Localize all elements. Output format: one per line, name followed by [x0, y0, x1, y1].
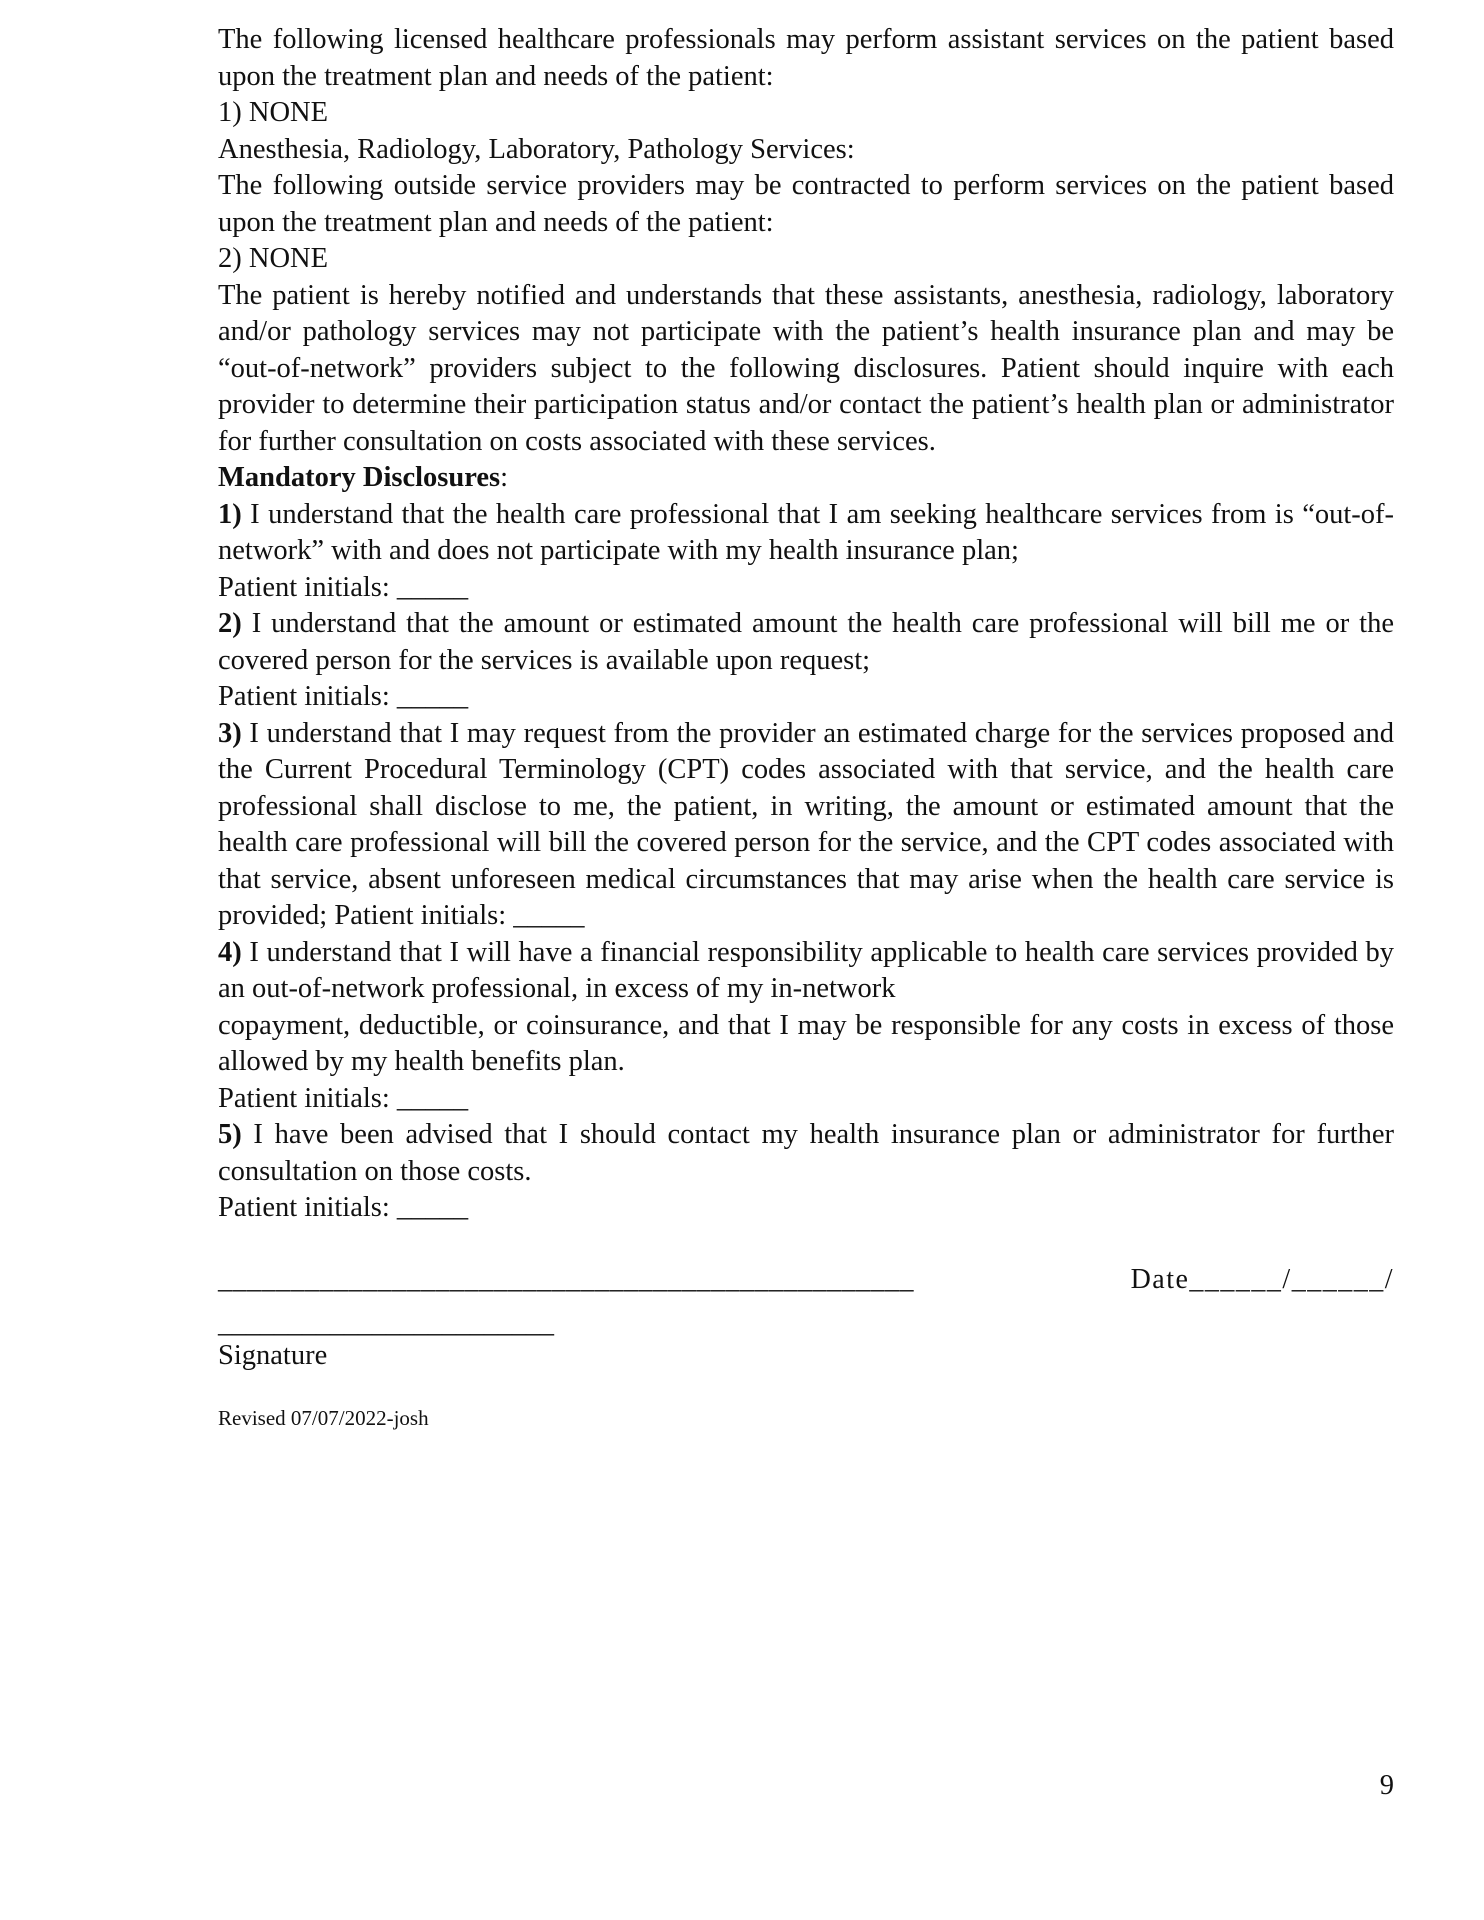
- disclosure-5: [218, 1117, 1394, 1190]
- services-heading: Anesthesia, Radiology, Laboratory, Pathology Services:: [218, 133, 855, 165]
- disclosure-3: [218, 716, 1394, 935]
- disclosure-4-text-a: I understand that I will have a financial responsibility applicable to health care services provided by an out-of-network professional, in excess of my in-network: [218, 936, 1394, 1004]
- disclosure-1-number: 1): [218, 498, 242, 530]
- disclosure-4-number: 4): [218, 936, 242, 968]
- signature-line-continued[interactable]: ________________________: [218, 1308, 554, 1339]
- disclosure-4-initials[interactable]: Patient initials: _____: [218, 1082, 469, 1114]
- disclosures-heading-colon: :: [500, 462, 509, 493]
- signature-line[interactable]: ________________________________________________: [218, 1264, 914, 1295]
- disclosures-heading-line: [218, 460, 1394, 497]
- disclosure-5-text: I have been advised that I should contact my health insurance plan or administrator for further consultation on those costs.: [218, 1119, 1394, 1187]
- disclosure-1-initials[interactable]: Patient initials: _____: [218, 571, 469, 603]
- disclosure-4-continued: copayment, deductible, or coinsurance, and that I may be responsible for any costs in excess of those allowed by my health benefits plan.: [218, 1009, 1394, 1077]
- disclosure-2-number: 2): [218, 608, 242, 639]
- disclosure-2-initials[interactable]: Patient initials: _____: [218, 681, 469, 712]
- date-field[interactable]: Date______/______/: [1130, 1264, 1394, 1295]
- disclosure-5-number: 5): [218, 1119, 242, 1150]
- disclosure-3-text: I understand that I may request from the provider an estimated charge for the services proposed and the Current Procedural Terminology (CPT) codes associated with that service, and the health care professional shall disclose to me, the patient, in writing, the amount or estimated amount that the health care professional will bill the covered person for the service, and the CPT codes associated with that service, absent unforeseen medical circumstances that may arise when the health care service is provided; Patient initials: _____: [218, 717, 1394, 931]
- disclosure-2: [218, 606, 1394, 679]
- document-body: [218, 22, 1394, 1227]
- revision-note: Revised 07/07/2022-josh: [218, 1406, 429, 1430]
- intro-paragraph-providers: The following outside service providers may be contracted to perform services on the patient based upon the treatment plan and needs of the patient:: [218, 170, 1394, 238]
- signature-label: Signature: [218, 1340, 328, 1371]
- page-number: 9: [1379, 1770, 1394, 1801]
- assistants-list-item: 1) NONE: [218, 97, 329, 128]
- notification-paragraph: The patient is hereby notified and understands that these assistants, anesthesia, radiology, laboratory and/or pathology services may not participate with the patient’s health insurance plan and may be “out-of-network” providers subject to the following disclosures. Patient should inquire with each provider to determine their participation status and/or contact the patient’s health plan or administrator for further consultation on costs associated with these services.: [218, 279, 1394, 457]
- disclosure-3-number: 3): [218, 717, 242, 749]
- disclosure-4: [218, 935, 1394, 1008]
- disclosures-heading: Mandatory Disclosures: [218, 462, 501, 493]
- providers-list-item: 2) NONE: [218, 243, 329, 274]
- disclosure-1-text: I understand that the health care professional that I am seeking healthcare services from is “out-of-network” with and does not participate with my health insurance plan;: [218, 498, 1394, 566]
- disclosure-2-text: I understand that the amount or estimated amount the health care professional will bill me or the covered person for the services is available upon request;: [218, 608, 1394, 676]
- disclosure-1: [218, 497, 1394, 570]
- disclosure-5-initials[interactable]: Patient initials: _____: [218, 1192, 469, 1223]
- intro-paragraph-assistants: The following licensed healthcare professionals may perform assistant services on the patient based upon the treatment plan and needs of the patient:: [218, 24, 1394, 92]
